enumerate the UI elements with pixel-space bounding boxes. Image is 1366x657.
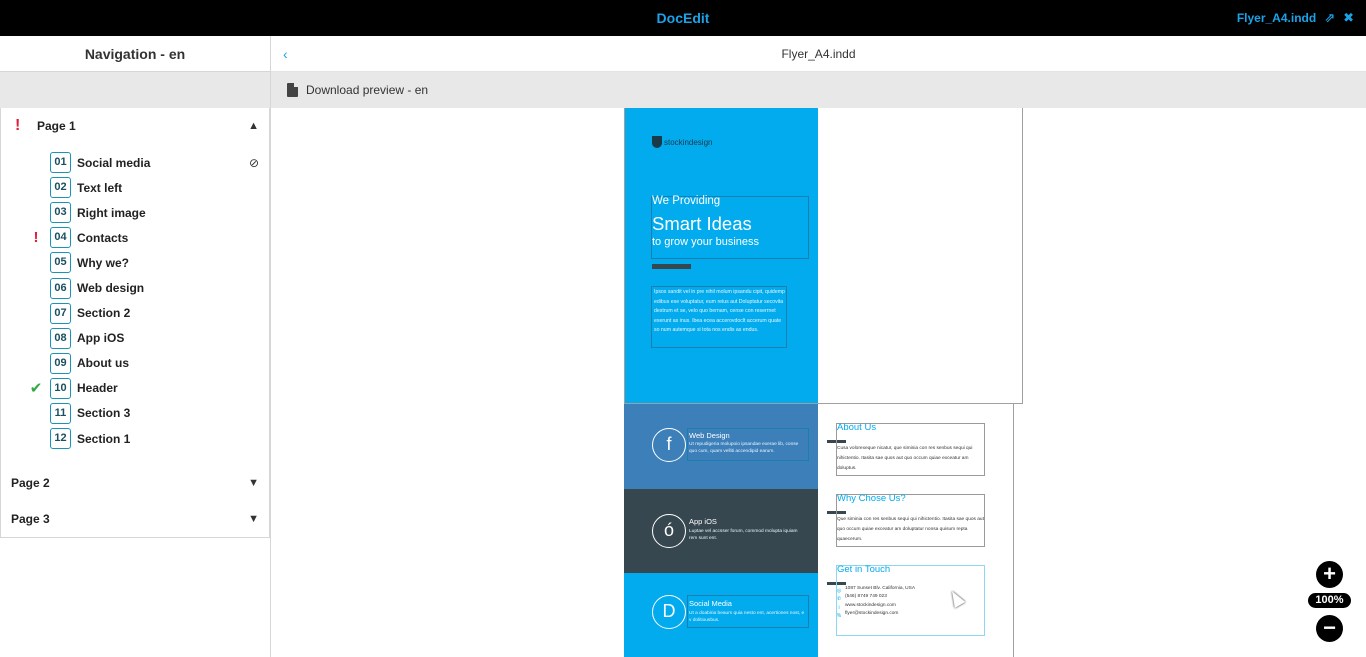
zoom-out-icon[interactable]: − [1316,615,1343,642]
file-link[interactable]: Flyer_A4.indd [1236,11,1317,25]
section-label: App iOS [77,331,125,346]
why-chose-us-title: Why Chose Us? [837,493,906,504]
toolbar [271,72,1366,108]
pdf-file-icon [287,83,298,97]
download-preview-button[interactable] [287,72,428,108]
section-label: Web design [77,281,145,296]
zoom-in-icon[interactable]: + [1316,561,1343,588]
app-title: DocEdit [656,10,710,26]
page-2-header[interactable] [1,465,269,501]
zoom-level: 100% [1308,593,1351,608]
flyer-preview [624,108,1014,657]
document-name: Flyer_A4.indd [781,47,856,61]
close-icon[interactable]: ✖ [1343,10,1354,25]
section-item-right-image[interactable] [1,200,269,225]
social-media-title: Social Media [689,599,732,608]
chevron-up-icon[interactable]: ▲ [248,120,259,132]
logo-text: stockindesign [664,137,713,147]
contact-details [845,585,993,619]
section-item-app-ios[interactable] [1,326,269,351]
social-icon: D [652,595,686,629]
section-label: Section 3 [77,406,131,421]
preview-canvas [271,108,1366,657]
section-label: Social media [77,155,151,170]
page-label: Page 2 [11,476,50,491]
section-number: 07 [50,303,71,324]
sidebar-gray-strip [0,72,270,108]
page-label: Page 1 [37,119,76,133]
section-label: Section 2 [77,306,131,321]
section-number: 08 [50,328,71,349]
page-list [0,108,270,538]
web-icon: i [838,604,840,611]
sidebar-title: Navigation - en [0,36,270,72]
flask-icon [652,136,662,148]
section-item-section-1[interactable] [1,426,269,451]
page-1-header[interactable] [1,108,269,144]
chevron-down-icon[interactable]: ▼ [248,513,259,526]
section-item-text-left[interactable] [1,175,269,200]
warning-icon: ! [15,117,21,134]
contact-phone: (546) 8749 749 023 [845,594,887,600]
location-icon: ◎ [836,588,842,594]
chevron-down-icon[interactable]: ▼ [248,477,259,490]
flyer-logo [652,136,712,148]
warning-icon: ! [33,229,39,247]
document-header [271,36,1366,72]
section-item-why-we[interactable] [1,250,269,275]
navigation-sidebar [0,36,271,657]
contact-email: flyer@stockindesign.com [845,611,899,617]
visibility-off-icon[interactable]: ⊘ [248,155,259,170]
section-number: 05 [50,252,71,273]
section-number: 06 [50,278,71,299]
page-label: Page 3 [11,512,50,527]
page-3-header[interactable] [1,501,269,537]
about-us-text: Cusa volorexeque nicatur, que siminia con res senbus sequi qui nihictentio. Itasita sae quos aut quo occum quiae exceatur am doluptus. [837,446,973,471]
check-icon: ✔ [29,380,43,398]
section-item-section-2[interactable] [1,301,269,326]
contact-web: www.stockindesign.com [845,602,896,608]
main-area [271,36,1366,657]
hero-line-2: Smart Ideas [652,213,752,234]
hero-line-1: We Providing [652,195,721,207]
section-label: Header [77,381,118,396]
section-label: Section 1 [77,431,131,446]
section-item-section-3[interactable] [1,401,269,426]
section-number: 11 [50,403,71,424]
why-chose-us-text: Que siminia con res senbus sequi qui nihictentio. Itasita sae quos aut quo occum quiae exceatur am doluptatur nonsa quisum repta quaecerum. [837,517,984,542]
section-item-web-design[interactable] [1,275,269,300]
social-media-text: Ut a doabiria beaum quia nesto ent, acertiones nost, e v dolitiousbus. [689,611,805,623]
app-ios-text: Luptae vel accsser forum, commod molupta iquiam rem sunt ent. [689,529,798,541]
section-item-about-us[interactable] [1,351,269,376]
web-design-text: Ut repudigeria molupoio ipsandae exerae lib, conse quo cum, quam velliti accendipid earum. [689,442,799,454]
top-right-actions [1237,0,1354,36]
email-icon: % [836,613,842,620]
section-number: 01 [50,152,71,173]
chevron-left-icon[interactable]: ‹ [283,46,288,62]
section-number: 09 [50,353,71,374]
section-label: About us [77,356,129,371]
get-in-touch-title: Get in Touch [837,564,891,575]
hero-body-text[interactable]: Ipsos sandit vel in pre nihil molum ipsandu cipit, quidemp edibus ese voluptatur, eum reius aut Doluptatur secovita destrum et se, velo quo bernam, cense con reserrnet exerunt as inus. Ibea ecea accerovdoclt accerum quate so num autemque si tota nos endis as endus. [651,286,787,348]
contact-address: 1087 Sunset Blv. California, USA [845,586,916,591]
band-app-ios [624,489,818,573]
section-number: 12 [50,428,71,449]
section-label: Text left [77,180,123,195]
contact-icons [836,587,842,621]
section-label: Right image [77,205,146,220]
section-number: 04 [50,227,71,248]
section-item-header[interactable] [1,376,269,401]
section-item-contacts[interactable] [1,225,269,250]
section-label: Contacts [77,230,129,245]
external-share-icon[interactable]: ⇗ [1324,10,1336,25]
facebook-icon: f [652,428,686,462]
section-label: Why we? [77,255,130,270]
band-social-media [624,573,818,657]
section-number: 02 [50,177,71,198]
download-preview-label: Download preview - en [306,83,429,97]
page-1-sections [1,144,269,465]
section-number: 03 [50,202,71,223]
app-ios-title: App iOS [689,517,717,526]
section-number: 10 [50,378,71,399]
hero-accent-bar [652,264,691,269]
hero-line-3: to grow your business [652,236,759,248]
section-item-social-media[interactable] [1,150,269,175]
app-icon: ó [652,514,686,548]
phone-icon: ✆ [836,596,842,603]
band-web-design [624,404,818,489]
top-bar [0,0,1366,36]
web-design-title: Web Design [689,431,730,440]
about-us-title: About Us [837,422,877,433]
